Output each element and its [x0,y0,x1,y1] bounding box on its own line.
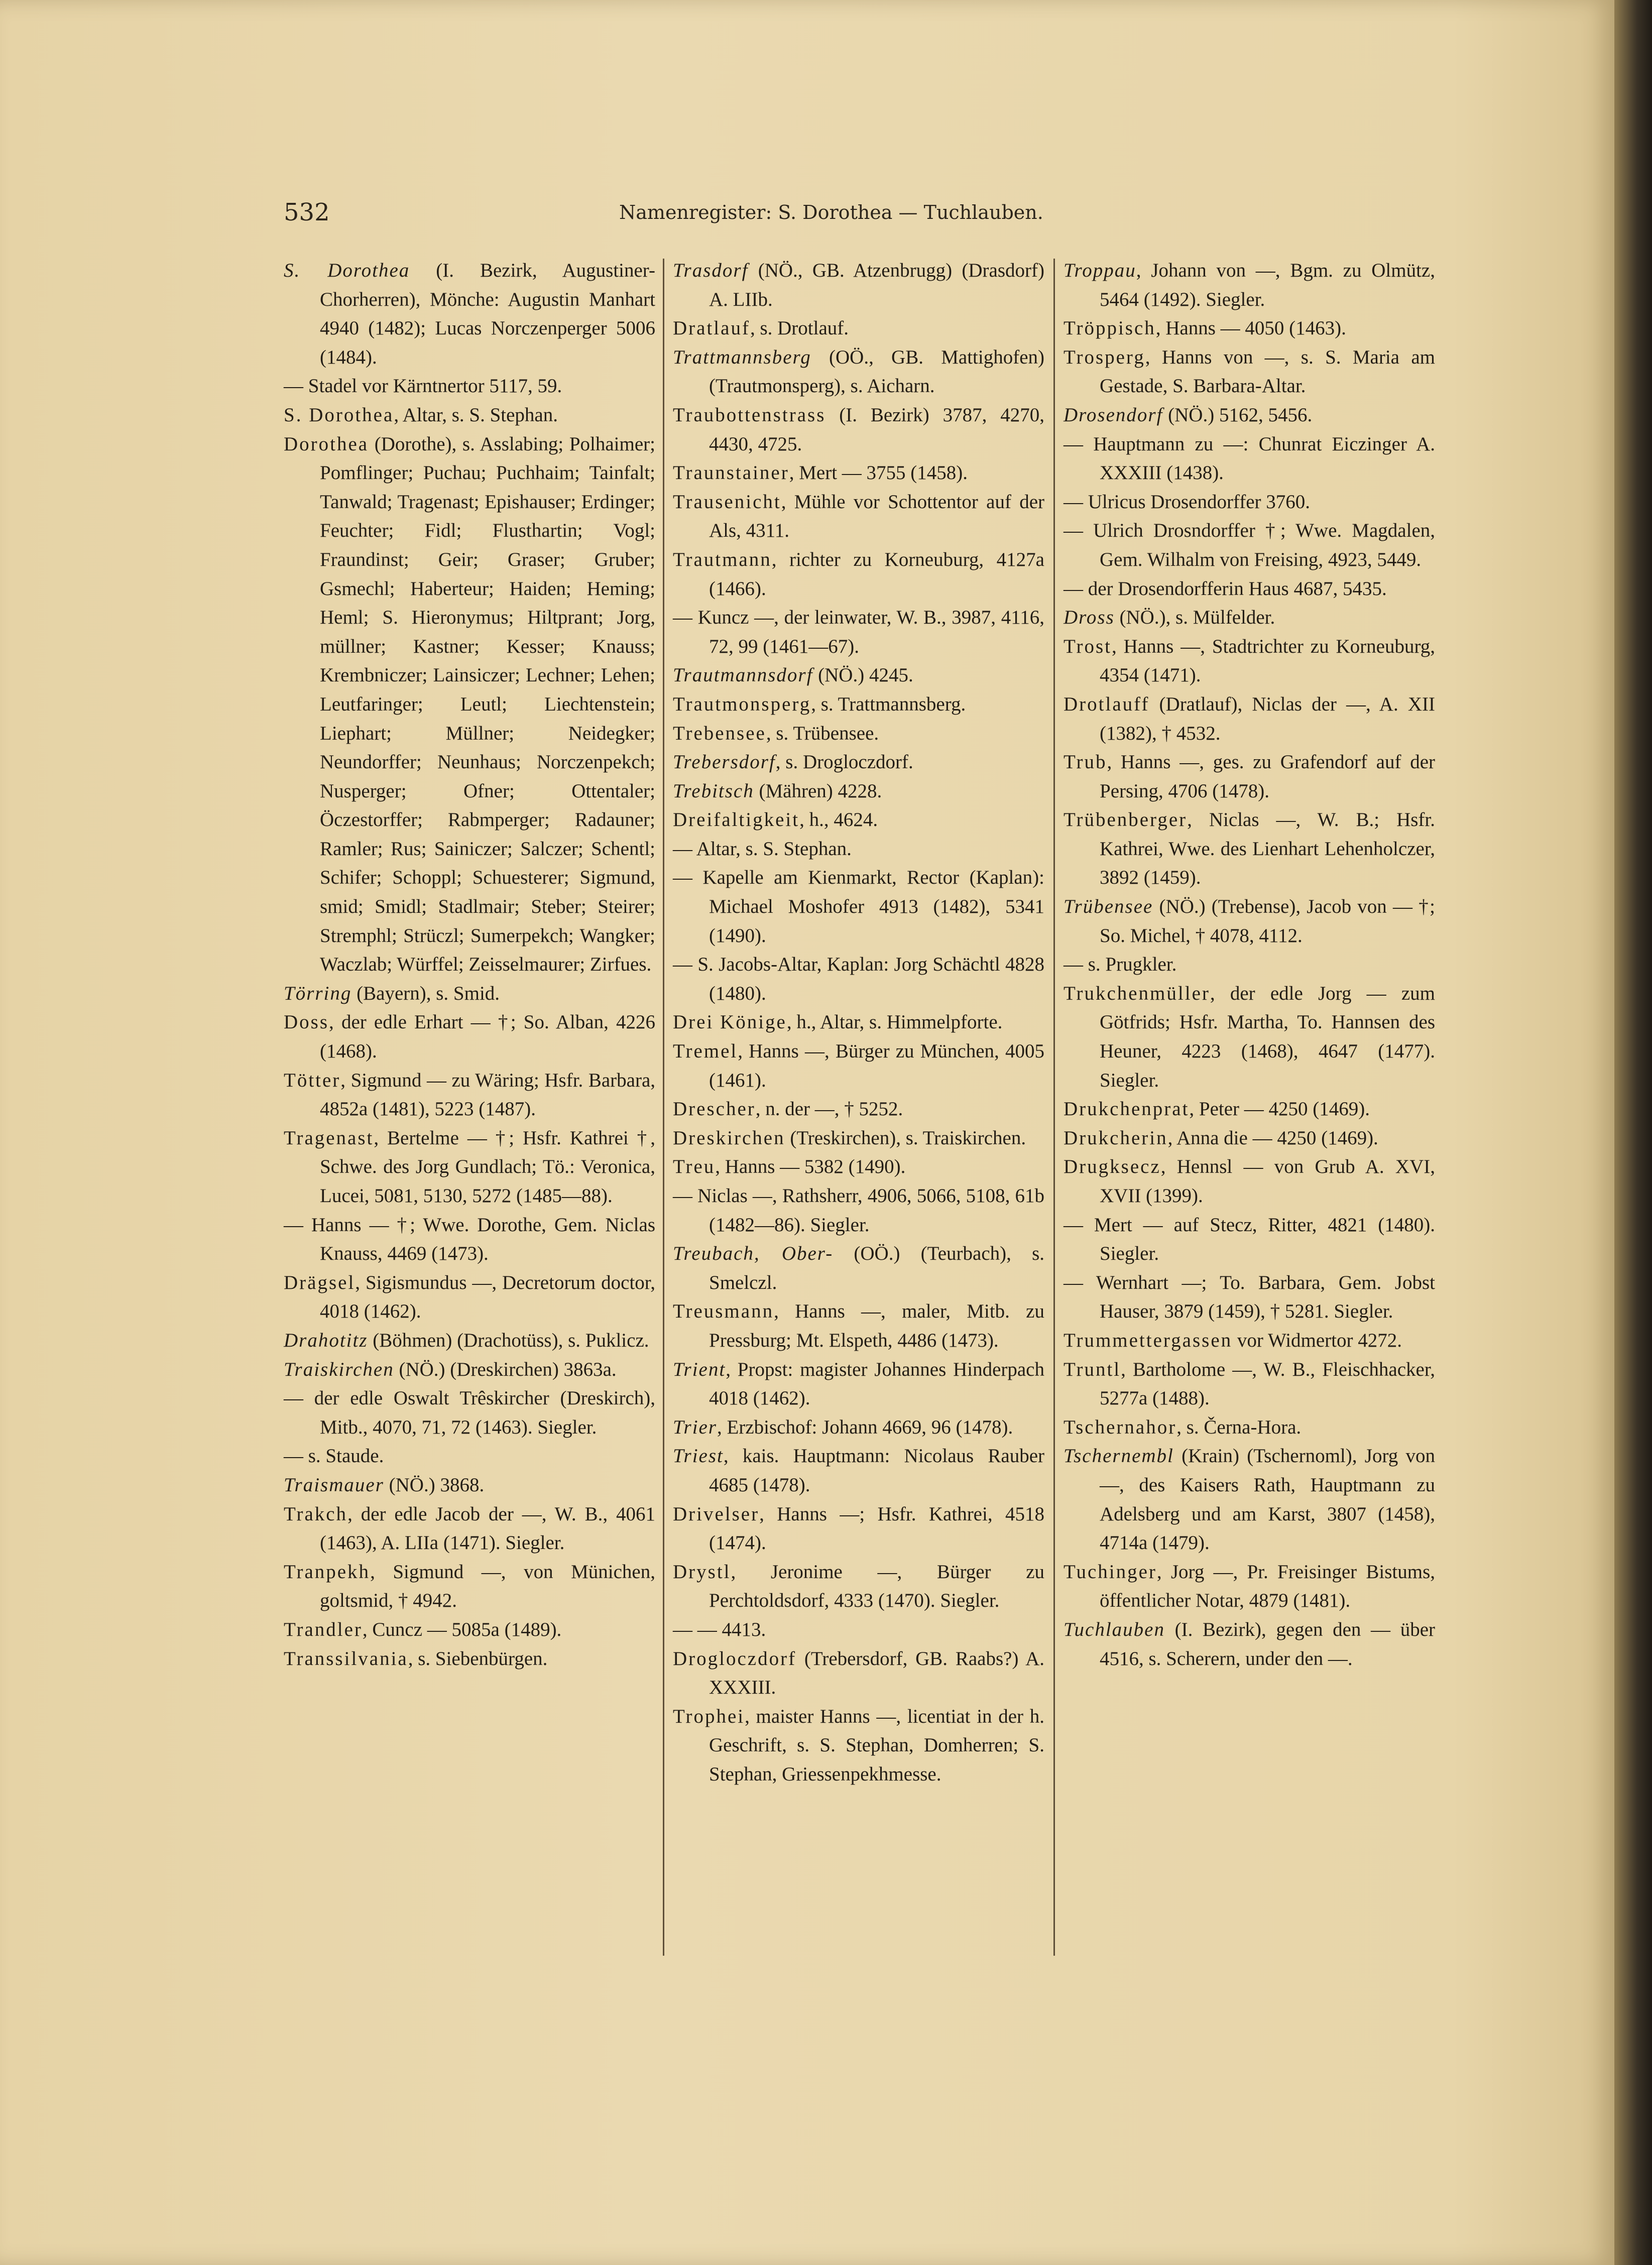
entry-text: (Krain) (Tschernoml), Jorg von —, des Kaisers Rath, Hauptmann zu Adelsberg und am Karst, 3807 (1458), 4714a (1479). [1100,1445,1435,1554]
entry-headword: Drotlauff [1064,693,1150,715]
entry-text: , h., Altar, s. Himmelpforte. [786,1011,1003,1033]
entry-text: , Bartholome —, W. B., Fleischhacker, 5277a (1488). [1100,1358,1435,1409]
entry-headword: Dratlauf [673,317,750,339]
index-entry [1064,574,1435,604]
entry-text: , Anna die — 4250 (1469). [1167,1127,1378,1149]
index-entry [673,488,1044,545]
index-entry [673,603,1044,661]
index-entry [673,690,1044,719]
index-entry [1064,1095,1435,1124]
entry-text: , Hanns —, ges. zu Grafendorf auf der Persing, 4706 (1478). [1100,751,1435,802]
entry-text: (Trebersdorf, GB. Raabs?) A. XXXIII. [709,1647,1044,1699]
index-entry [673,1500,1044,1558]
entry-text: , s. Trübensee. [766,722,879,744]
entry-headword: Treusmann [673,1300,774,1323]
index-entry [673,1152,1044,1181]
index-entry [284,1124,655,1211]
entry-headword: Triest [673,1445,724,1467]
entry-text: , Mert — 3755 (1458). [789,462,968,484]
entry-headword: Trient [673,1358,726,1380]
index-entry [1064,1152,1435,1210]
index-entry [1064,979,1435,1095]
index-entry [673,401,1044,458]
entry-text: , Sigmund — zu Wäring; Hsfr. Barbara, 4852a (1481), 5223 (1487). [320,1069,655,1120]
entry-headword: Drescher [673,1098,756,1120]
index-entry [284,1471,655,1500]
entry-text: , Hanns —; Hsfr. Kathrei, 4518 (1474). [709,1503,1044,1554]
entry-headword: Törring [284,982,352,1004]
entry-text: — Ulrich Drosndorffer †; Wwe. Magdalen, Gem. Wilhalm von Freising, 4923, 5449. [1064,520,1435,570]
index-entry [673,1181,1044,1239]
entry-text: , Cuncz — 5085a (1489). [362,1618,562,1640]
entry-text: — Ulricus Drosendorffer 3760. [1064,491,1311,513]
index-entry [1064,950,1435,979]
entry-text: (NÖ.) (Trebense), Jacob von — †; So. Michel, † 4078, 4112. [1100,896,1435,946]
entry-text: — der edle Oswalt Trêskircher (Dreskirch), Mitb., 4070, 71, 72 (1463). Siegler. [284,1387,655,1438]
entry-headword: Trier [673,1416,718,1438]
index-entry [1064,256,1435,314]
entry-text: , Hanns —, Bürger zu München, 4005 (1461). [709,1040,1044,1091]
entry-headword: Drystl [673,1561,731,1583]
index-entry [284,1008,655,1065]
entry-text: , Sigmund —, von Münichen, goltsmid, † 4942. [320,1561,655,1612]
entry-headword: Doss [284,1011,329,1033]
entry-text: (NÖ., GB. Atzenbrugg) (Drasdorf) A. LIIb. [709,260,1044,310]
entry-text: , Hennsl — von Grub A. XVI, XVII (1399). [1100,1156,1435,1207]
entry-text: , Bertelme — †; Hsfr. Kathrei †, Schwe. des Jorg Gundlach; Tö.: Veronica, Lucei, 5081, 5130, 5272 (1485—88). [320,1127,655,1207]
index-entry [284,1384,655,1442]
entry-text: , Jorg —, Pr. Freisinger Bistums, öffentlicher Notar, 4879 (1481). [1100,1561,1435,1612]
entry-text: (Dorothe), s. Asslabing; Polhaimer; Pomflinger; Puchau; Puchhaim; Tainfalt; Tanwald; Tragenast; Epishauser; Erdinger; Feuchter; Fidl; Flusthartin; Vogl; Fraundinst; Geir; Graser; Gruber; Gsmechl; Haberteur; Haiden; Heming; Heml; S. Hieronymus; Hiltprant; Jorg, müllner; Kastner; Kesser; Knauss; Krembniczer; Lainsiczer; Lechner; Lehen; Leutfaringer; Leutl; Liechtenstein; Liephart; Müllner; Neidegker; Neundorffer; Neunhaus; Norczenpekch; Nusperger; Ofner; Ottentaler; Öczestorffer; Rabmperger; Radauner; Ramler; Rus; Sainiczer; Salczer; Schentl; Schifer; Schoppl; Schuesterer; Sigmund, smid; Smidl; Stadlmair; Steber; Steirer; Stremphl; Strüczl; Sumerpekch; Wangker; Waczlab; Würffel; Zeisselmaurer; Zirfues. [320,433,655,976]
index-column-3 [1064,256,1435,1673]
entry-text: — Altar, s. S. Stephan. [673,838,852,860]
entry-text: (NÖ.), s. Mülfelder. [1114,607,1275,629]
entry-headword: Traubottenstrass [673,404,826,426]
entry-headword: Trebensee [673,722,766,744]
entry-headword: S. Dorothea [284,404,394,426]
entry-text: , Jeronime —, Bürger zu Perchtoldsdorf, 4333 (1470). Siegler. [709,1561,1044,1612]
entry-text: , Sigismundus —, Decretorum doctor, 4018 (1462). [320,1271,655,1323]
entry-text: , der edle Jorg — zum Götfrids; Hsfr. Martha, To. Hannsen des Heuner, 4223 (1468), 4647 (1477). Siegler. [1100,982,1435,1091]
entry-text: , Hanns — 4050 (1463). [1155,317,1346,339]
running-header [284,198,1097,233]
entry-text: (Dratlauf), Niclas der —, A. XII (1382), † 4532. [1100,693,1435,744]
index-entry [284,1268,655,1326]
entry-text: , s. Černa-Hora. [1176,1416,1302,1438]
column-divider [1053,259,1055,1956]
entry-text: , Hanns —, Stadtrichter zu Korneuburg, 4354 (1471). [1100,635,1435,686]
index-entry [1064,1211,1435,1268]
entry-headword: Tschernahor [1064,1416,1177,1438]
entry-text: , Niclas —, W. B.; Hsfr. Kathrei, Wwe. des Lienhart Lehenholczer, 3892 (1459). [1100,809,1435,889]
entry-text: — Niclas —, Rathsherr, 4906, 5066, 5108, 61b (1482—86). Siegler. [673,1185,1044,1236]
entry-text: , Mühle vor Schottentor auf der Als, 4311. [709,491,1044,542]
entry-text: , Peter — 4250 (1469). [1189,1098,1370,1120]
entry-text: — der Drosendorfferin Haus 4687, 5435. [1064,577,1387,600]
index-entry [673,1297,1044,1355]
index-entry [673,1037,1044,1095]
entry-headword: S. Dorothea [284,260,410,281]
entry-headword: Drahotitz [284,1329,368,1351]
index-entry [1064,430,1435,488]
index-entry [673,748,1044,777]
index-entry [673,1615,1044,1644]
entry-headword: Trub [1064,751,1107,773]
index-entry [1064,516,1435,574]
index-entry [673,1442,1044,1499]
index-entry [673,661,1044,690]
index-entry [673,545,1044,603]
index-entry [673,835,1044,864]
entry-text: (Bayern), s. Smid. [351,982,500,1004]
entry-text: , Erzbischof: Johann 4669, 96 (1478). [717,1416,1013,1438]
index-entry [1064,1413,1435,1442]
index-entry [673,256,1044,314]
entry-headword: Tragenast [284,1127,374,1149]
index-entry [1064,1326,1435,1355]
index-entry [1064,1615,1435,1673]
entry-text: — s. Staude. [284,1445,384,1467]
entry-headword: Dross [1064,607,1115,629]
entry-headword: Tröppisch [1064,317,1156,339]
index-entry [284,401,655,430]
entry-text: , Hanns von —, s. S. Maria am Gestade, S. Barbara-Altar. [1100,346,1435,397]
entry-headword: Traiskirchen [284,1358,394,1380]
entry-text: , Hanns —, maler, Mitb. zu Pressburg; Mt. Elspeth, 4486 (1473). [709,1300,1044,1351]
index-entry [673,1355,1044,1413]
index-entry [284,1211,655,1268]
header-title: Namenregister: S. Dorothea — Tuchlauben. [619,201,1043,223]
entry-text: , s. Trattmannsberg. [811,693,966,715]
entry-headword: Dreskirchen [673,1127,785,1149]
entry-headword: Trautmannsdorf [673,664,813,686]
entry-text: (NÖ.) (Dreskirchen) 3863a. [394,1358,617,1380]
entry-headword: Drei Könige [673,1011,787,1033]
entry-headword: Trebersdorf [673,751,776,773]
entry-text: , richter zu Korneuburg, 4127a (1466). [709,548,1044,600]
index-entry [673,1008,1044,1037]
index-entry [673,863,1044,950]
entry-headword: Tuchlauben [1064,1618,1165,1640]
entry-headword: Trebitsch [673,780,754,802]
page-number: 532 [284,198,330,226]
index-entry [673,1124,1044,1153]
index-entry [1064,603,1435,632]
entry-headword: Tuchinger [1064,1561,1157,1583]
index-entry [673,458,1044,488]
entry-headword: Transsilvania [284,1647,408,1670]
entry-text: — s. Prugkler. [1064,953,1177,976]
index-entry [673,1644,1044,1702]
index-entry [284,256,655,372]
entry-headword: Trübensee [1064,896,1153,918]
index-entry [284,1615,655,1644]
index-entry [673,1413,1044,1442]
index-entry [1064,690,1435,748]
entry-text: (Mähren) 4228. [754,780,882,802]
entry-headword: Trasdorf [673,260,749,281]
entry-headword: Trophei [673,1705,745,1727]
entry-text: (I. Bezirk), gegen den — über 4516, s. Scherern, under den —. [1100,1618,1435,1670]
entry-headword: Traismauer [284,1474,384,1496]
entry-headword: Trakch [284,1503,348,1525]
entry-headword: Trautmann [673,548,772,570]
entry-text: , s. Siebenbürgen. [408,1647,548,1670]
entry-headword: Troppau [1064,260,1136,281]
entry-headword: Tötter [284,1069,341,1091]
index-entry [673,343,1044,401]
entry-text: (OÖ., GB. Mattighofen) (Trautmonsperg), s. Aicharn. [709,346,1044,397]
index-entry [673,314,1044,343]
index-entry [673,719,1044,748]
index-column-2 [673,256,1044,1789]
entry-headword: Trummettergassen [1064,1329,1233,1351]
entry-headword: Treubach, Ober- [673,1243,834,1265]
entry-text: — Hauptmann zu —: Chunrat Eiczinger A. XXXIII (1438). [1064,433,1435,484]
index-entry [284,430,655,979]
entry-headword: Drukchenprat [1064,1098,1190,1120]
entry-text: — Wernhart —; To. Barbara, Gem. Jobst Hauser, 3879 (1459), † 5281. Siegler. [1064,1271,1435,1323]
entry-headword: Truntl [1064,1358,1121,1380]
index-entry [673,1095,1044,1124]
entry-headword: Trautmonsperg [673,693,811,715]
index-entry [1064,1268,1435,1326]
entry-headword: Trost [1064,635,1112,657]
entry-headword: Treu [673,1156,716,1178]
entry-text: (I. Bezirk) 3787, 4270, 4430, 4725. [709,404,1044,455]
entry-text: — — 4413. [673,1618,766,1640]
index-entry [1064,748,1435,805]
entry-text: (NÖ.) 3868. [384,1474,485,1496]
entry-headword: Dorothea [284,433,369,455]
entry-headword: Trandler [284,1618,363,1640]
entry-text: , der edle Jacob der —, W. B., 4061 (1463), A. LIIa (1471). Siegler. [320,1503,655,1554]
entry-text: , Altar, s. S. Stephan. [394,404,558,426]
index-entry [1064,892,1435,950]
index-entry [1064,1558,1435,1615]
column-divider [663,259,664,1956]
entry-headword: Trübenberger [1064,809,1188,831]
book-gutter-edge [1614,0,1652,2265]
entry-text: vor Widmertor 4272. [1232,1329,1402,1351]
entry-text: — Hanns — †; Wwe. Dorothe, Gem. Niclas Knauss, 4469 (1473). [284,1214,655,1265]
index-entry [1064,314,1435,343]
index-entry [284,979,655,1008]
entry-text: (NÖ.) 5162, 5456. [1163,404,1313,426]
index-entry [284,1644,655,1674]
entry-headword: Trosperg [1064,346,1145,368]
entry-text: , s. Drogloczdorf. [775,751,913,773]
entry-text: — Mert — auf Stecz, Ritter, 4821 (1480). Siegler. [1064,1214,1435,1265]
index-entry [284,1558,655,1615]
index-entry [284,1066,655,1124]
entry-headword: Trukchenmüller [1064,982,1210,1004]
entry-headword: Trausenicht [673,491,781,513]
entry-headword: Drukcherin [1064,1127,1168,1149]
entry-text: (NÖ.) 4245. [813,664,913,686]
index-entry [1064,401,1435,430]
entry-text: , kais. Hauptmann: Nicolaus Rauber 4685 (1478). [709,1445,1044,1496]
entry-headword: Dreifaltigkeit [673,809,800,831]
entry-text: (OÖ.) (Teurbach), s. Smelczl. [709,1243,1044,1293]
index-entry [673,777,1044,806]
entry-text: — S. Jacobs-Altar, Kaplan: Jorg Schächtl 4828 (1480). [673,953,1044,1004]
entry-text: , Propst: magister Johannes Hinderpach 4018 (1462). [709,1358,1044,1409]
index-entry [1064,1442,1435,1557]
index-entry [284,1326,655,1355]
index-entry [673,1558,1044,1615]
index-entry [673,1702,1044,1789]
entry-text: (Treskirchen), s. Traiskirchen. [785,1127,1026,1149]
entry-headword: Drugksecz [1064,1156,1161,1178]
entry-text: — Kapelle am Kienmarkt, Rector (Kaplan): Michael Moshofer 4913 (1482), 5341 (1490). [673,867,1044,946]
entry-headword: Tremel [673,1040,738,1062]
entry-text: (I. Bezirk, Augustiner-Chorherren), Mönche: Augustin Manhart 4940 (1482); Lucas Norczenperger 5006 (1484). [320,260,656,368]
entry-headword: Trattmannsberg [673,346,811,368]
index-entry [284,1500,655,1558]
entry-text: , der edle Erhart — †; So. Alban, 4226 (1468). [320,1011,655,1062]
index-entry [1064,632,1435,690]
entry-text: , n. der —, † 5252. [755,1098,903,1120]
entry-headword: Drogloczdorf [673,1647,797,1670]
index-entry [284,1442,655,1471]
index-entry [1064,488,1435,517]
entry-headword: Tranpekh [284,1561,371,1583]
entry-headword: Tschernembl [1064,1445,1174,1467]
entry-text: , s. Drotlauf. [750,317,849,339]
index-entry [1064,1124,1435,1153]
entry-text: , Hanns — 5382 (1490). [715,1156,906,1178]
entry-text: — Kuncz —, der leinwater, W. B., 3987, 4116, 72, 99 (1461—67). [673,607,1044,657]
entry-headword: Drosendorf [1064,404,1163,426]
index-entry [673,805,1044,835]
entry-headword: Traunstainer [673,462,789,484]
index-column-1 [284,256,655,1673]
entry-text: , maister Hanns —, licentiat in der h. Geschrift, s. S. Stephan, Domherren; S. Stephan, Griessenpekhmesse. [709,1705,1044,1785]
index-entry [1064,805,1435,892]
index-entry [673,1239,1044,1297]
entry-text: — Stadel vor Kärntnertor 5117, 59. [284,375,562,397]
entry-headword: Drägsel [284,1271,356,1293]
entry-text: (Böhmen) (Drachotüss), s. Puklicz. [368,1329,649,1351]
entry-text: , Johann von —, Bgm. zu Olmütz, 5464 (1492). Siegler. [1100,260,1435,310]
entry-headword: Drivelser [673,1503,760,1525]
entry-text: , h., 4624. [799,809,878,831]
index-entry [284,372,655,401]
index-entry [1064,1355,1435,1413]
index-entry [1064,343,1435,401]
index-entry [673,950,1044,1008]
index-entry [284,1355,655,1384]
